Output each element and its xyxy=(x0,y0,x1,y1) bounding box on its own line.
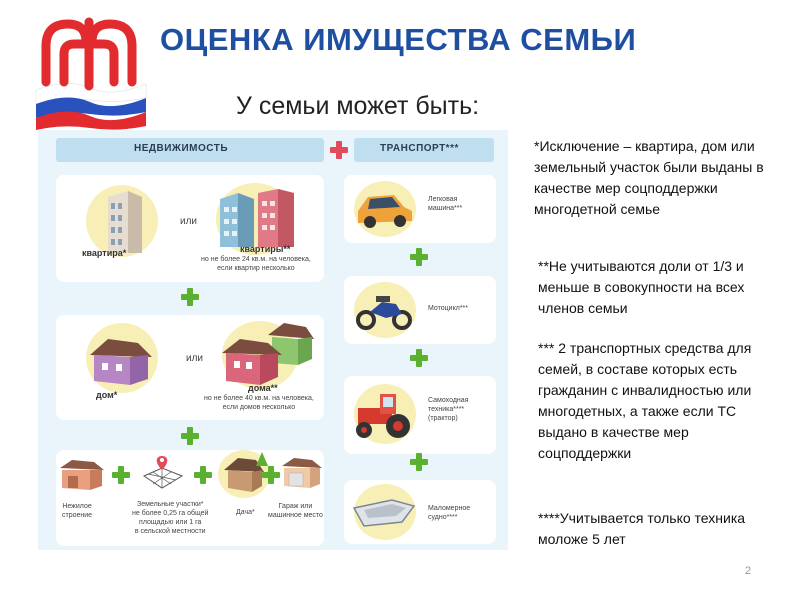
nonresidential-building-icon xyxy=(60,458,104,490)
motorcycle-label: Мотоцикл*** xyxy=(428,305,468,312)
apartments-note: но не более 24 кв.м. на человека, если квартир несколько xyxy=(201,256,311,272)
plus-icon xyxy=(410,453,428,471)
apartment-card xyxy=(56,175,324,282)
note-3: *** 2 транспортных средства для семей, в составе которых есть гражданин с инвалидностью или многодетных, а также если ТС выдано в качестве мер соцподдержки xyxy=(538,340,752,461)
plus-icon xyxy=(181,427,199,445)
boat-card xyxy=(344,480,496,544)
note-4: ****Учитывается только техника моложе 5 лет xyxy=(538,510,746,547)
house-icon xyxy=(90,333,152,385)
land-plot-label: Земельные участки* не более 0,25 га общей площадью или 1 га в сельской местности xyxy=(132,501,209,535)
houses-note: но не более 40 кв.м. на человека, если домов несколько xyxy=(204,395,314,411)
dacha-label: Дача* xyxy=(236,509,255,516)
tractor-label: Самоходная техника**** (трактор) xyxy=(428,397,469,422)
tractor-icon xyxy=(352,390,416,440)
nonresidential-label: Нежилое строение xyxy=(62,503,93,519)
page-title: ОЦЕНКА ИМУЩЕСТВА СЕМЬИ xyxy=(160,22,637,57)
house-card xyxy=(56,315,324,420)
apartment-buildings-icon xyxy=(218,189,296,247)
realty-header-label: НЕДВИЖИМОСТЬ xyxy=(134,143,229,154)
plus-icon xyxy=(181,288,199,306)
apartments-label: квартиры** xyxy=(240,244,291,254)
plus-icon xyxy=(410,349,428,367)
boat-icon xyxy=(352,494,416,528)
apartment-building-icon xyxy=(108,191,142,253)
garage-label: Гараж или машинное место xyxy=(268,503,323,519)
apartment-label: квартира* xyxy=(82,248,127,258)
car-card xyxy=(344,175,496,243)
car-icon xyxy=(354,189,414,229)
plus-icon xyxy=(112,466,130,484)
houses-label: дома** xyxy=(248,383,278,393)
or-label: или xyxy=(186,353,204,364)
land-plot-icon xyxy=(140,454,184,494)
plus-icon xyxy=(194,466,212,484)
other-property-card xyxy=(56,450,324,546)
transport-header-label: ТРАНСПОРТ*** xyxy=(380,143,459,154)
car-label: Легковая машина*** xyxy=(428,196,463,212)
houses-icon xyxy=(222,319,314,387)
plus-icon xyxy=(410,248,428,266)
note-1: *Исключение – квартира, дом или земельный участок были выданы в качестве мер соцподдержки многодетной семье xyxy=(534,138,764,217)
house-label: дом* xyxy=(96,390,118,400)
page-number: 2 xyxy=(745,565,752,577)
plus-icon xyxy=(262,466,280,484)
boat-label: Маломерное судно**** xyxy=(428,505,471,521)
plus-icon xyxy=(330,141,348,159)
garage-icon xyxy=(282,456,322,488)
or-label: или xyxy=(180,216,198,227)
page-subtitle: У семьи может быть: xyxy=(236,92,480,120)
motorcycle-icon xyxy=(356,290,412,330)
transport-header xyxy=(354,138,494,162)
note-2: **Не учитываются доли от 1/3 и меньше в совокупности на всех членов семьи xyxy=(538,258,745,316)
realty-header xyxy=(56,138,324,162)
pfr-logo-icon xyxy=(28,12,150,127)
tractor-card xyxy=(344,376,496,454)
property-infographic xyxy=(38,130,508,550)
motorcycle-card xyxy=(344,276,496,344)
